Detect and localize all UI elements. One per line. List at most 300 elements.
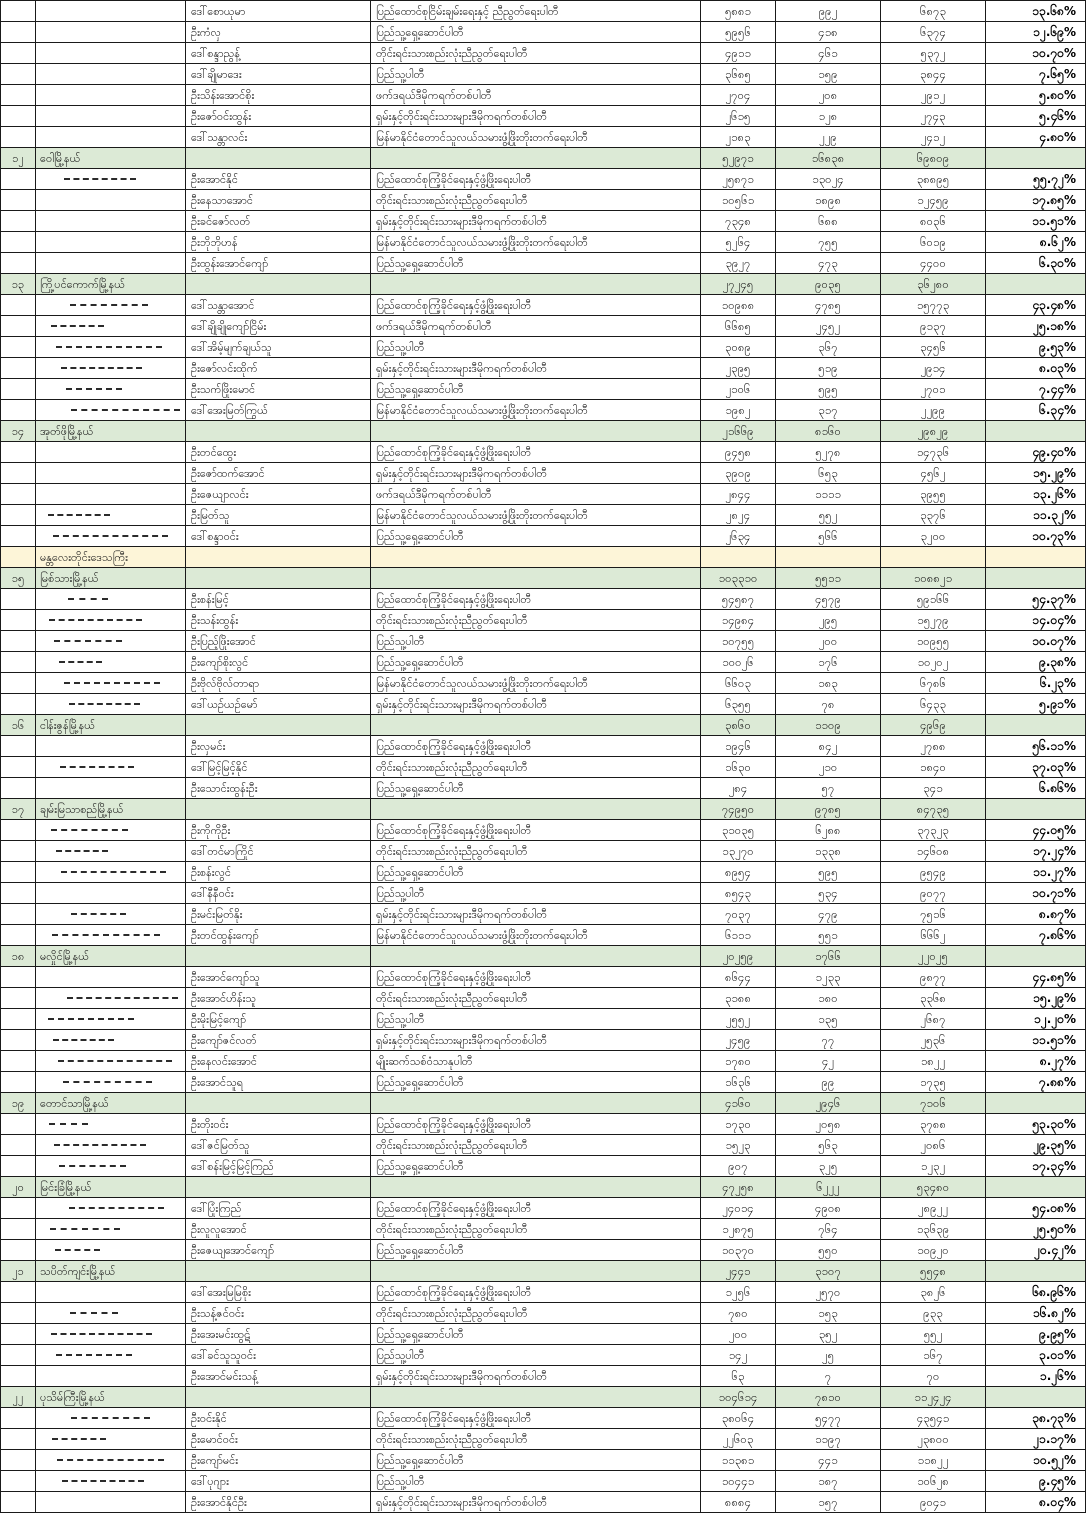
row-number-cell[interactable] — [1, 43, 36, 64]
votes-col1-cell[interactable]: ၂၃၉၅ — [701, 358, 776, 379]
votes-col1-cell[interactable]: ၁၀၉၈၈ — [701, 295, 776, 316]
row-number-cell[interactable] — [1, 505, 36, 526]
votes-col2-cell[interactable]: ၁၃၃၈ — [776, 841, 881, 862]
total-votes-cell[interactable]: ၉၈၇၇ — [881, 967, 986, 988]
party-name-cell[interactable]: ရှမ်းနှင့်တိုင်းရင်းသားများဒီမိုကရက်တစ်ပါတီ — [371, 904, 701, 925]
township-name-cell[interactable]: သပိတ်ကျင်းမြို့နယ် — [36, 1261, 186, 1282]
township-name-cell[interactable] — [36, 232, 186, 253]
party-name-cell[interactable] — [371, 715, 701, 736]
township-name-cell[interactable] — [36, 1408, 186, 1429]
party-name-cell[interactable]: ပြည်သူ့ရှေ့ဆောင်ပါတီ — [371, 862, 701, 883]
percent-cell[interactable]: ၂၅.၁၈% — [986, 316, 1086, 337]
votes-col2-cell[interactable]: ၅၇ — [776, 778, 881, 799]
party-name-cell[interactable]: ပြည်သူ့ရှေ့ဆောင်ပါတီ — [371, 22, 701, 43]
township-name-cell[interactable] — [36, 1450, 186, 1471]
votes-col1-cell[interactable]: ၆၆၀၃ — [701, 673, 776, 694]
candidate-name-cell[interactable] — [186, 274, 371, 295]
row-number-cell[interactable] — [1, 820, 36, 841]
votes-col1-cell[interactable]: ၉၀၇ — [701, 1156, 776, 1177]
candidate-name-cell[interactable] — [186, 148, 371, 169]
candidate-name-cell[interactable] — [186, 946, 371, 967]
percent-cell[interactable]: ၅.၉၁% — [986, 694, 1086, 715]
total-votes-cell[interactable]: ၁၀၆၂၈ — [881, 1471, 986, 1492]
votes-col1-cell[interactable] — [701, 547, 776, 568]
votes-col1-cell[interactable]: ၇၃၄၈ — [701, 211, 776, 232]
total-votes-cell[interactable]: ၂၇၄၃ — [881, 106, 986, 127]
votes-col1-cell[interactable]: ၁၁၃၈၁ — [701, 1450, 776, 1471]
percent-cell[interactable]: ၂၀.၄၂% — [986, 1240, 1086, 1261]
votes-col2-cell[interactable]: ၅၆၆ — [776, 526, 881, 547]
total-votes-cell[interactable]: ၄၃၅၄၁ — [881, 1408, 986, 1429]
party-name-cell[interactable]: မျိုးဆက်သစ်ဝံသာနုပါတီ — [371, 1051, 701, 1072]
votes-col1-cell[interactable]: ၈၅၄၃ — [701, 883, 776, 904]
votes-col2-cell[interactable]: ၄၇၉ — [776, 904, 881, 925]
row-number-cell[interactable]: ၁၇ — [1, 799, 36, 820]
percent-cell[interactable]: ၂၉.၃၅% — [986, 1135, 1086, 1156]
votes-col2-cell[interactable]: ၆၅၃ — [776, 463, 881, 484]
votes-col1-cell[interactable]: ၁၅၂၃ — [701, 1135, 776, 1156]
township-name-cell[interactable] — [36, 190, 186, 211]
party-name-cell[interactable]: ပြည်ထောင်စုကြံ့ခိုင်ရေးနှင့်ဖွံ့ဖြိုးရေးပါတီ — [371, 442, 701, 463]
percent-cell[interactable]: ၉.၄၅% — [986, 1471, 1086, 1492]
votes-col2-cell[interactable]: ၂၁၀ — [776, 757, 881, 778]
row-number-cell[interactable] — [1, 883, 36, 904]
party-name-cell[interactable] — [371, 1177, 701, 1198]
votes-col2-cell[interactable]: ၉၉၂ — [776, 1, 881, 22]
votes-col2-cell[interactable]: ၂၅ — [776, 1345, 881, 1366]
percent-cell[interactable]: ၁.၂၆% — [986, 1366, 1086, 1387]
row-number-cell[interactable] — [1, 1471, 36, 1492]
township-name-cell[interactable] — [36, 967, 186, 988]
total-votes-cell[interactable]: ၃၃၆၈ — [881, 988, 986, 1009]
votes-col1-cell[interactable]: ၂၅၈၇၁ — [701, 169, 776, 190]
percent-cell[interactable]: ၅၄.၃၇% — [986, 589, 1086, 610]
total-votes-cell[interactable]: ၂၉၈၂၉ — [881, 421, 986, 442]
township-name-cell[interactable] — [36, 442, 186, 463]
party-name-cell[interactable]: တိုင်းရင်းသားစည်းလုံးညီညွတ်ရေးပါတီ — [371, 988, 701, 1009]
votes-col2-cell[interactable]: ၄၁၈ — [776, 22, 881, 43]
votes-col2-cell[interactable]: ၃၅၂ — [776, 1324, 881, 1345]
row-number-cell[interactable] — [1, 589, 36, 610]
candidate-name-cell[interactable]: ဦးတိုးဝင်း — [186, 1114, 371, 1135]
votes-col2-cell[interactable]: ၁၂၃၃ — [776, 967, 881, 988]
total-votes-cell[interactable]: ၁၅၂၇၉ — [881, 610, 986, 631]
party-name-cell[interactable]: တိုင်းရင်းသားစည်းလုံးညီညွတ်ရေးပါတီ — [371, 43, 701, 64]
row-number-cell[interactable] — [1, 337, 36, 358]
candidate-name-cell[interactable]: ဦးတင်ထွေး — [186, 442, 371, 463]
township-name-cell[interactable] — [36, 337, 186, 358]
row-number-cell[interactable] — [1, 442, 36, 463]
percent-cell[interactable]: ၁၀.၇၁% — [986, 883, 1086, 904]
candidate-name-cell[interactable]: ဦးကံလှ — [186, 22, 371, 43]
votes-col1-cell[interactable]: ၆၆၈၅ — [701, 316, 776, 337]
votes-col2-cell[interactable]: ၂၄၅၂ — [776, 316, 881, 337]
votes-col1-cell[interactable]: ၁၄၂ — [701, 1345, 776, 1366]
township-name-cell[interactable]: ငါန်းဇွန်မြို့နယ် — [36, 715, 186, 736]
party-name-cell[interactable]: ဖက်ဒရယ်ဒီမိုကရက်တစ်ပါတီ — [371, 484, 701, 505]
votes-col1-cell[interactable]: ၁၀၄၄၁ — [701, 1471, 776, 1492]
total-votes-cell[interactable]: ၆၄၃၃ — [881, 694, 986, 715]
percent-cell[interactable]: ၁၀.၅၂% — [986, 1450, 1086, 1471]
party-name-cell[interactable]: ပြည်ထောင်စုကြံ့ခိုင်ရေးနှင့်ဖွံ့ဖြိုးရေးပါတီ — [371, 295, 701, 316]
party-name-cell[interactable]: မြန်မာနိုင်ငံတောင်သူလယ်သမားဖွံ့ဖြိုးတိုးတက်ရေးပါတီ — [371, 400, 701, 421]
percent-cell[interactable]: ၃.၀၁% — [986, 1345, 1086, 1366]
candidate-name-cell[interactable]: ဒေါ်မြင့်မြင့်နိုင် — [186, 757, 371, 778]
row-number-cell[interactable] — [1, 253, 36, 274]
votes-col1-cell[interactable]: ၄၇၂၅၈ — [701, 1177, 776, 1198]
township-name-cell[interactable] — [36, 631, 186, 652]
total-votes-cell[interactable]: ၆၉၈၀၉ — [881, 148, 986, 169]
party-name-cell[interactable] — [371, 547, 701, 568]
votes-col2-cell[interactable]: ၄၆၁ — [776, 43, 881, 64]
township-name-cell[interactable] — [36, 316, 186, 337]
row-number-cell[interactable] — [1, 1240, 36, 1261]
total-votes-cell[interactable]: ၈၄၇၃၅ — [881, 799, 986, 820]
party-name-cell[interactable]: ဖက်ဒရယ်ဒီမိုကရက်တစ်ပါတီ — [371, 85, 701, 106]
total-votes-cell[interactable]: ၁၆၇ — [881, 1345, 986, 1366]
candidate-name-cell[interactable]: ဦးထွန်းအောင်ကျော် — [186, 253, 371, 274]
votes-col1-cell[interactable]: ၂၁၀၆ — [701, 379, 776, 400]
votes-col1-cell[interactable]: ၁၀၃၃၁၀ — [701, 568, 776, 589]
total-votes-cell[interactable]: ၂၂၀၂၅ — [881, 946, 986, 967]
township-name-cell[interactable] — [36, 463, 186, 484]
row-number-cell[interactable] — [1, 127, 36, 148]
votes-col1-cell[interactable]: ၃၉၀၉ — [701, 463, 776, 484]
total-votes-cell[interactable]: ၁၄၇၃၆ — [881, 442, 986, 463]
votes-col2-cell[interactable]: ၃၂၅ — [776, 1156, 881, 1177]
total-votes-cell[interactable]: ၂၂၉၉ — [881, 400, 986, 421]
percent-cell[interactable] — [986, 568, 1086, 589]
percent-cell[interactable]: ၅၄.၀၈% — [986, 1198, 1086, 1219]
total-votes-cell[interactable]: ၉၁၃၇ — [881, 316, 986, 337]
percent-cell[interactable]: ၆.၈၆% — [986, 778, 1086, 799]
votes-col1-cell[interactable]: ၃၁၈၈ — [701, 988, 776, 1009]
row-number-cell[interactable] — [1, 106, 36, 127]
township-name-cell[interactable]: အုတ်ဖိုမြို့နယ် — [36, 421, 186, 442]
total-votes-cell[interactable]: ၁၅၇၇၃ — [881, 295, 986, 316]
party-name-cell[interactable]: မြန်မာနိုင်ငံတောင်သူလယ်သမားဖွံ့ဖြိုးတိုးတက်ရေးပါတီ — [371, 925, 701, 946]
township-name-cell[interactable] — [36, 1051, 186, 1072]
votes-col1-cell[interactable]: ၂၄၀၁၄ — [701, 1198, 776, 1219]
township-name-cell[interactable] — [36, 295, 186, 316]
party-name-cell[interactable]: ပြည်သူ့ရှေ့ဆောင်ပါတီ — [371, 1072, 701, 1093]
party-name-cell[interactable]: ပြည်သူ့ရှေ့ဆောင်ပါတီ — [371, 1240, 701, 1261]
votes-col2-cell[interactable]: ၅၉၅ — [776, 379, 881, 400]
row-number-cell[interactable] — [1, 694, 36, 715]
candidate-name-cell[interactable] — [186, 568, 371, 589]
party-name-cell[interactable]: ပြည်ထောင်စုကြံ့ခိုင်ရေးနှင့်ဖွံ့ဖြိုးရေးပါတီ — [371, 589, 701, 610]
votes-col2-cell[interactable]: ၂၅၇၀ — [776, 1282, 881, 1303]
votes-col1-cell[interactable]: ၃၀၈၉ — [701, 337, 776, 358]
votes-col1-cell[interactable]: ၁၀၀၂၆ — [701, 652, 776, 673]
township-name-cell[interactable] — [36, 169, 186, 190]
row-number-cell[interactable] — [1, 64, 36, 85]
candidate-name-cell[interactable]: ဒေါ်သန္တာအောင် — [186, 295, 371, 316]
row-number-cell[interactable] — [1, 547, 36, 568]
candidate-name-cell[interactable] — [186, 1261, 371, 1282]
candidate-name-cell[interactable] — [186, 715, 371, 736]
township-name-cell[interactable] — [36, 1492, 186, 1513]
votes-col1-cell[interactable]: ၂၇၂၄၅ — [701, 274, 776, 295]
row-number-cell[interactable] — [1, 1282, 36, 1303]
percent-cell[interactable]: ၇.၈၈% — [986, 1072, 1086, 1093]
total-votes-cell[interactable]: ၁၀၉၅၅ — [881, 631, 986, 652]
row-number-cell[interactable] — [1, 925, 36, 946]
candidate-name-cell[interactable]: ဦးကျော်မင်း — [186, 1450, 371, 1471]
candidate-name-cell[interactable]: ဦးနေသာအောင် — [186, 190, 371, 211]
votes-col2-cell[interactable]: ၁၁၉၇ — [776, 1429, 881, 1450]
votes-col2-cell[interactable]: ၄၂ — [776, 1051, 881, 1072]
votes-col2-cell[interactable]: ၅၅၁၁ — [776, 568, 881, 589]
row-number-cell[interactable] — [1, 85, 36, 106]
percent-cell[interactable]: ၁၀.၀၇% — [986, 631, 1086, 652]
total-votes-cell[interactable]: ၂၈၉၂၂ — [881, 1198, 986, 1219]
candidate-name-cell[interactable] — [186, 1177, 371, 1198]
percent-cell[interactable]: ၈.၀၃% — [986, 358, 1086, 379]
total-votes-cell[interactable]: ၈၀၃၆ — [881, 211, 986, 232]
percent-cell[interactable] — [986, 421, 1086, 442]
total-votes-cell[interactable]: ၆၈၇၃ — [881, 1, 986, 22]
votes-col1-cell[interactable]: ၅၂၆၄ — [701, 232, 776, 253]
total-votes-cell[interactable]: ၃၈၄၄ — [881, 64, 986, 85]
candidate-name-cell[interactable]: ဦးသိန်းအောင်စိုး — [186, 85, 371, 106]
township-name-cell[interactable] — [36, 1324, 186, 1345]
votes-col2-cell[interactable]: ၁၇၆၆ — [776, 946, 881, 967]
party-name-cell[interactable]: ပြည်ထောင်စုကြံ့ခိုင်ရေးနှင့်ဖွံ့ဖြိုးရေးပါတီ — [371, 1282, 701, 1303]
candidate-name-cell[interactable]: ဦးလှမင်း — [186, 736, 371, 757]
row-number-cell[interactable] — [1, 1198, 36, 1219]
total-votes-cell[interactable]: ၆၆၆၂ — [881, 925, 986, 946]
votes-col1-cell[interactable]: ၂၈၄ — [701, 778, 776, 799]
percent-cell[interactable]: ၂၁.၁၇% — [986, 1429, 1086, 1450]
percent-cell[interactable]: ၁၇.၃၄% — [986, 1156, 1086, 1177]
candidate-name-cell[interactable]: ဒေါ်ပုဂျား — [186, 1471, 371, 1492]
percent-cell[interactable]: ၉.၉၅% — [986, 1324, 1086, 1345]
votes-col1-cell[interactable]: ၂၆၁၅ — [701, 106, 776, 127]
party-name-cell[interactable]: ပြည်သူ့ရှေ့ဆောင်ပါတီ — [371, 1450, 701, 1471]
total-votes-cell[interactable]: ၁၈၂၂ — [881, 1051, 986, 1072]
votes-col1-cell[interactable]: ၂၈၄၄ — [701, 484, 776, 505]
percent-cell[interactable]: ၁၁.၅၁% — [986, 1030, 1086, 1051]
party-name-cell[interactable] — [371, 421, 701, 442]
party-name-cell[interactable]: ရှမ်းနှင့်တိုင်းရင်းသားများဒီမိုကရက်တစ်ပါတီ — [371, 106, 701, 127]
row-number-cell[interactable] — [1, 1051, 36, 1072]
candidate-name-cell[interactable]: ဒေါ်ဇင်မြတ်သူ — [186, 1135, 371, 1156]
row-number-cell[interactable] — [1, 295, 36, 316]
votes-col2-cell[interactable]: ၅၅၀ — [776, 1240, 881, 1261]
total-votes-cell[interactable]: ၁၃၆၃၉ — [881, 1219, 986, 1240]
percent-cell[interactable] — [986, 1261, 1086, 1282]
township-name-cell[interactable] — [36, 1471, 186, 1492]
township-name-cell[interactable] — [36, 400, 186, 421]
percent-cell[interactable]: ၁၇.၈၅% — [986, 190, 1086, 211]
party-name-cell[interactable]: ရှမ်းနှင့်တိုင်းရင်းသားများဒီမိုကရက်တစ်ပါတီ — [371, 463, 701, 484]
votes-col1-cell[interactable]: ၂၀၀ — [701, 1324, 776, 1345]
total-votes-cell[interactable]: ၁၁၈၂၂ — [881, 1450, 986, 1471]
candidate-name-cell[interactable] — [186, 799, 371, 820]
row-number-cell[interactable] — [1, 610, 36, 631]
votes-col1-cell[interactable]: ၈၉၅၄ — [701, 862, 776, 883]
township-name-cell[interactable]: ကြို့ပင်ကောက်မြို့နယ် — [36, 274, 186, 295]
row-number-cell[interactable]: ၁၃ — [1, 274, 36, 295]
votes-col2-cell[interactable] — [776, 547, 881, 568]
candidate-name-cell[interactable]: ဒေါ်နီနီဝင်း — [186, 883, 371, 904]
party-name-cell[interactable]: ဖက်ဒရယ်ဒီမိုကရက်တစ်ပါတီ — [371, 316, 701, 337]
candidate-name-cell[interactable]: ဦးအေးမင်းထွဋ် — [186, 1324, 371, 1345]
total-votes-cell[interactable]: ၇၁၀၆ — [881, 1093, 986, 1114]
party-name-cell[interactable]: ပြည်သူ့ပါတီ — [371, 1009, 701, 1030]
votes-col1-cell[interactable]: ၆၃ — [701, 1366, 776, 1387]
votes-col1-cell[interactable]: ၅၂၉၇၁ — [701, 148, 776, 169]
party-name-cell[interactable]: တိုင်းရင်းသားစည်းလုံးညီညွတ်ရေးပါတီ — [371, 1429, 701, 1450]
votes-col2-cell[interactable]: ၇၇ — [776, 1030, 881, 1051]
row-number-cell[interactable] — [1, 1303, 36, 1324]
row-number-cell[interactable]: ၁၂ — [1, 148, 36, 169]
township-name-cell[interactable]: ဝေါမြို့နယ် — [36, 148, 186, 169]
row-number-cell[interactable] — [1, 400, 36, 421]
candidate-name-cell[interactable]: ဦးခင်ဇော်လတ် — [186, 211, 371, 232]
percent-cell[interactable]: ၁၄.၀၄% — [986, 610, 1086, 631]
percent-cell[interactable] — [986, 946, 1086, 967]
party-name-cell[interactable]: တိုင်းရင်းသားစည်းလုံးညီညွတ်ရေးပါတီ — [371, 1135, 701, 1156]
township-name-cell[interactable] — [36, 526, 186, 547]
candidate-name-cell[interactable]: ဒေါ်တင်မာကြိုင် — [186, 841, 371, 862]
candidate-name-cell[interactable]: ဦးအောင်ဟိန်းသူ — [186, 988, 371, 1009]
candidate-name-cell[interactable]: ဦးဇေယျာလင်း — [186, 484, 371, 505]
candidate-name-cell[interactable]: ဒေါ်စောယုမာ — [186, 1, 371, 22]
township-name-cell[interactable] — [36, 1135, 186, 1156]
township-name-cell[interactable] — [36, 484, 186, 505]
row-number-cell[interactable] — [1, 904, 36, 925]
candidate-name-cell[interactable]: ဦးအောင်ကျော်သူ — [186, 967, 371, 988]
candidate-name-cell[interactable]: ဦးမောင်ဝင်း — [186, 1429, 371, 1450]
votes-col1-cell[interactable]: ၁၀၇၅၅ — [701, 631, 776, 652]
percent-cell[interactable] — [986, 274, 1086, 295]
percent-cell[interactable]: ၁၃.၂၆% — [986, 484, 1086, 505]
total-votes-cell[interactable]: ၁၀၉၂၀ — [881, 1240, 986, 1261]
votes-col1-cell[interactable]: ၂၀၂၅၉ — [701, 946, 776, 967]
row-number-cell[interactable] — [1, 379, 36, 400]
percent-cell[interactable]: ၁၆.၈၂% — [986, 1303, 1086, 1324]
township-name-cell[interactable] — [36, 736, 186, 757]
percent-cell[interactable]: ၄၃.၄၈% — [986, 295, 1086, 316]
percent-cell[interactable]: ၉.၅၃% — [986, 337, 1086, 358]
candidate-name-cell[interactable]: ဒေါ်အေးမြတ်ကြွယ် — [186, 400, 371, 421]
votes-col1-cell[interactable]: ၁၇၃၀ — [701, 1114, 776, 1135]
percent-cell[interactable]: ၁၁.၅၁% — [986, 211, 1086, 232]
votes-col1-cell[interactable]: ၃၉၂၇ — [701, 253, 776, 274]
votes-col1-cell[interactable]: ၅၄၅၈၇ — [701, 589, 776, 610]
votes-col1-cell[interactable]: ၅၉၅၆ — [701, 22, 776, 43]
total-votes-cell[interactable]: ၄၉၆၉ — [881, 715, 986, 736]
candidate-name-cell[interactable]: ဦးအောင်နိုင် — [186, 169, 371, 190]
township-name-cell[interactable] — [36, 211, 186, 232]
votes-col1-cell[interactable]: ၆၃၅၅ — [701, 694, 776, 715]
total-votes-cell[interactable]: ၂၆၈၇ — [881, 1009, 986, 1030]
candidate-name-cell[interactable]: ဒေါ်အိမ့်မျက်ချယ်သူ — [186, 337, 371, 358]
percent-cell[interactable] — [986, 547, 1086, 568]
row-number-cell[interactable] — [1, 190, 36, 211]
votes-col2-cell[interactable]: ၇ — [776, 1366, 881, 1387]
votes-col1-cell[interactable]: ၁၄၉၈၄ — [701, 610, 776, 631]
row-number-cell[interactable] — [1, 169, 36, 190]
votes-col1-cell[interactable]: ၂၈၂၄ — [701, 505, 776, 526]
total-votes-cell[interactable]: ၁၈၄၀ — [881, 757, 986, 778]
candidate-name-cell[interactable]: ဦးစန်းမြင့် — [186, 589, 371, 610]
party-name-cell[interactable]: ပြည်သူ့ရှေ့ဆောင်ပါတီ — [371, 778, 701, 799]
candidate-name-cell[interactable]: ဦးအောင်သူရ — [186, 1072, 371, 1093]
township-name-cell[interactable] — [36, 1282, 186, 1303]
votes-col1-cell[interactable]: ၃၆၈၅ — [701, 64, 776, 85]
total-votes-cell[interactable]: ၄၄၀၀ — [881, 253, 986, 274]
candidate-name-cell[interactable]: ဦးသန့်ဇင်ဝင်း — [186, 1303, 371, 1324]
votes-col2-cell[interactable]: ၆၂၈၈ — [776, 820, 881, 841]
candidate-name-cell[interactable]: ဦးစန်းလွင် — [186, 862, 371, 883]
votes-col2-cell[interactable]: ၅၆၃ — [776, 1135, 881, 1156]
votes-col2-cell[interactable]: ၅၂၇၈ — [776, 442, 881, 463]
votes-col1-cell[interactable]: ၃၁၀၃၅ — [701, 820, 776, 841]
township-name-cell[interactable] — [36, 1219, 186, 1240]
candidate-name-cell[interactable]: ဦးပြည့်ဖြိုးအောင် — [186, 631, 371, 652]
votes-col2-cell[interactable]: ၁၅၃ — [776, 1303, 881, 1324]
party-name-cell[interactable]: တိုင်းရင်းသားစည်းလုံးညီညွတ်ရေးပါတီ — [371, 1219, 701, 1240]
row-number-cell[interactable]: ၁၆ — [1, 715, 36, 736]
votes-col1-cell[interactable]: ၄၁၆၀ — [701, 1093, 776, 1114]
candidate-name-cell[interactable]: ဒေါ်သန္တာလင်း — [186, 127, 371, 148]
township-name-cell[interactable] — [36, 883, 186, 904]
row-number-cell[interactable] — [1, 988, 36, 1009]
party-name-cell[interactable] — [371, 568, 701, 589]
votes-col1-cell[interactable]: ၂၁၆၆၉ — [701, 421, 776, 442]
township-name-cell[interactable] — [36, 1072, 186, 1093]
row-number-cell[interactable] — [1, 316, 36, 337]
votes-col1-cell[interactable]: ၁၀၃၇၀ — [701, 1240, 776, 1261]
votes-col2-cell[interactable]: ၄၇၃ — [776, 253, 881, 274]
total-votes-cell[interactable]: ၃၃၇၆ — [881, 505, 986, 526]
township-name-cell[interactable] — [36, 925, 186, 946]
votes-col2-cell[interactable]: ၅၅၁ — [776, 925, 881, 946]
township-name-cell[interactable] — [36, 694, 186, 715]
percent-cell[interactable] — [986, 1093, 1086, 1114]
percent-cell[interactable]: ၆.၂၃% — [986, 673, 1086, 694]
row-number-cell[interactable] — [1, 1135, 36, 1156]
votes-col2-cell[interactable]: ၄၅၇၉ — [776, 589, 881, 610]
votes-col1-cell[interactable]: ၈၈၈၄ — [701, 1492, 776, 1513]
total-votes-cell[interactable]: ၅၅၄၈ — [881, 1261, 986, 1282]
party-name-cell[interactable]: ပြည်ထောင်စုကြံ့ခိုင်ရေးနှင့်ဖွံ့ဖြိုးရေးပါတီ — [371, 1114, 701, 1135]
party-name-cell[interactable]: ပြည်သူ့ပါတီ — [371, 337, 701, 358]
votes-col2-cell[interactable]: ၅၅၂ — [776, 505, 881, 526]
votes-col1-cell[interactable]: ၁၆၃၀ — [701, 757, 776, 778]
votes-col1-cell[interactable]: ၂၆၃၄ — [701, 526, 776, 547]
percent-cell[interactable]: ၆.၃၄% — [986, 400, 1086, 421]
total-votes-cell[interactable]: ၆၃၇၄ — [881, 22, 986, 43]
percent-cell[interactable] — [986, 1177, 1086, 1198]
votes-col2-cell[interactable]: ၁၈၉၈ — [776, 190, 881, 211]
party-name-cell[interactable]: ပြည်ထောင်စုကြံ့ခိုင်ရေးနှင့်ဖွံ့ဖြိုးရေးပါတီ — [371, 169, 701, 190]
row-number-cell[interactable] — [1, 484, 36, 505]
candidate-name-cell[interactable] — [186, 1093, 371, 1114]
votes-col2-cell[interactable]: ၄၇၈၅ — [776, 295, 881, 316]
row-number-cell[interactable]: ၂၂ — [1, 1387, 36, 1408]
total-votes-cell[interactable]: ၃၂၀၀ — [881, 526, 986, 547]
votes-col2-cell[interactable]: ၇၈ — [776, 694, 881, 715]
township-name-cell[interactable] — [36, 757, 186, 778]
votes-col2-cell[interactable]: ၂၉၅ — [776, 610, 881, 631]
candidate-name-cell[interactable]: ဦးဇော်ထက်အောင် — [186, 463, 371, 484]
votes-col1-cell[interactable]: ၁၇၈၀ — [701, 1051, 776, 1072]
total-votes-cell[interactable]: ၉၀၄၁ — [881, 1492, 986, 1513]
